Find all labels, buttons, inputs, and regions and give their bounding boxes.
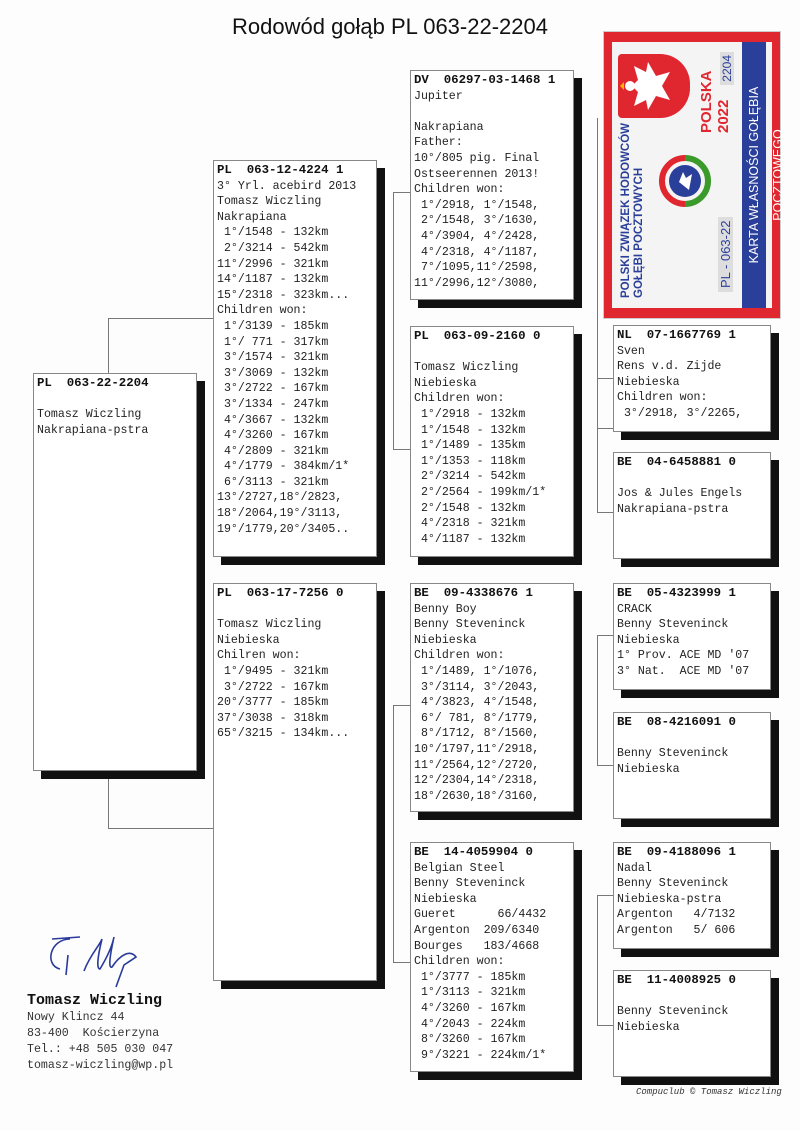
pedigree-line: Benny Steveninck bbox=[617, 747, 729, 761]
ring-number: PL 063-17-7256 0 bbox=[217, 586, 344, 600]
pedigree-line: 8°/3260 - 167km bbox=[414, 1033, 526, 1047]
pedigree-box-sire-dam bbox=[410, 326, 574, 557]
connector-line bbox=[108, 318, 109, 373]
pedigree-line bbox=[617, 989, 768, 1005]
pedigree-line: Rens v.d. Zijde bbox=[617, 360, 722, 374]
pedigree-line: 20°/3777 - 185km bbox=[217, 696, 329, 710]
card-year: POLSKA 2022 bbox=[698, 71, 732, 133]
pedigree-line: Niebieska bbox=[414, 633, 477, 647]
pedigree-line: Sven bbox=[617, 344, 645, 358]
pedigree-line: Nadal bbox=[617, 861, 652, 875]
pedigree-line: 3°/3114, 3°/2043, bbox=[414, 680, 540, 694]
pedigree-line bbox=[617, 471, 768, 487]
pedigree-line: Belgian Steel bbox=[414, 861, 505, 875]
pedigree-line: 1°/1548 - 132km bbox=[414, 423, 526, 437]
ring-number: NL 07-1667769 1 bbox=[617, 328, 736, 342]
pedigree-line: Children won: bbox=[617, 391, 708, 405]
pedigree-line: 4°/1187 - 132km bbox=[414, 532, 526, 546]
pedigree-line: 11°/2996,12°/3080, bbox=[414, 276, 540, 290]
pedigree-line: 4°/3667 - 132km bbox=[217, 413, 329, 427]
pedigree-line: Nakrapiana-pstra bbox=[617, 502, 729, 516]
pedigree-line: Benny Steveninck bbox=[617, 877, 729, 891]
pedigree-line: Nakrapiana bbox=[217, 210, 287, 224]
pedigree-line: Children won: bbox=[414, 183, 505, 197]
ring-number: PL 063-09-2160 0 bbox=[414, 329, 541, 343]
connector-line bbox=[597, 1025, 613, 1026]
card-org-line: POLSKI ZWIĄZEK HODOWCÓW bbox=[620, 122, 632, 298]
pedigree-line: 1°/3777 - 185km bbox=[414, 970, 526, 984]
pedigree-line: Benny Boy bbox=[414, 602, 477, 616]
pedigree-box-gg-1 bbox=[613, 325, 771, 432]
footer-credit: Compuclub © Tomasz Wiczling bbox=[636, 1087, 782, 1097]
breeder-email: tomasz-wiczling@wp.pl bbox=[27, 1059, 174, 1072]
pedigree-line: 2°/1548 - 132km bbox=[414, 501, 526, 515]
pedigree-box-gg-4 bbox=[613, 712, 771, 819]
ring-number: BE 14-4059904 0 bbox=[414, 845, 533, 859]
pedigree-line: 3°/3069 - 132km bbox=[217, 366, 329, 380]
pedigree-line: 18°/2630,18°/3160, bbox=[414, 789, 540, 803]
pedigree-line: 6°/ 781, 8°/1779, bbox=[414, 711, 540, 725]
pedigree-box-dam-sire bbox=[410, 583, 574, 812]
pedigree-line: 10°/805 pig. Final bbox=[414, 151, 540, 165]
pedigree-line: Niebieska bbox=[414, 892, 477, 906]
pedigree-line bbox=[414, 104, 571, 120]
pedigree-line: 2°/3214 - 542km bbox=[414, 470, 526, 484]
pedigree-line bbox=[617, 731, 768, 747]
pedigree-box-sire-sire bbox=[410, 70, 574, 300]
pedigree-line: Children won: bbox=[414, 955, 505, 969]
pedigree-line: 15°/2318 - 323km... bbox=[217, 288, 350, 302]
pedigree-box-gg-6 bbox=[613, 970, 771, 1077]
pedigree-line: 4°/2318, 4°/1187, bbox=[414, 245, 540, 259]
pedigree-line: Niebieska-pstra bbox=[617, 892, 722, 906]
pedigree-line: 19°/1779,20°/3405.. bbox=[217, 522, 350, 536]
pedigree-line: Nakrapiana-pstra bbox=[37, 423, 149, 437]
pedigree-line: 4°/3904, 4°/2428, bbox=[414, 229, 540, 243]
pedigree-line: 4°/3260 - 167km bbox=[414, 1001, 526, 1015]
pedigree-line: 14°/1187 - 132km bbox=[217, 273, 329, 287]
pedigree-line: 4°/2043 - 224km bbox=[414, 1017, 526, 1031]
ring-number: PL 063-22-2204 bbox=[37, 376, 149, 390]
card-ring: PL - 063-22 bbox=[718, 217, 733, 292]
pedigree-line: 8°/1712, 8°/1560, bbox=[414, 727, 540, 741]
pedigree-line: 11°/2996 - 321km bbox=[217, 257, 329, 271]
pzhgp-logo-icon bbox=[656, 152, 714, 210]
pedigree-box-gg-2 bbox=[613, 452, 771, 559]
ring-number: BE 11-4008925 0 bbox=[617, 973, 736, 987]
pedigree-line: 1°/9495 - 321km bbox=[217, 664, 329, 678]
pedigree-line: Gueret 66/4432 bbox=[414, 908, 547, 922]
pedigree-line: 6°/3113 - 321km bbox=[217, 475, 329, 489]
card-organization bbox=[620, 123, 646, 298]
pedigree-line: 18°/2064,19°/3113, bbox=[217, 507, 343, 521]
pedigree-line: Benny Steveninck bbox=[414, 877, 526, 891]
pedigree-line: Benny Steveninck bbox=[414, 618, 526, 632]
pedigree-line: Tomasz Wiczling bbox=[37, 408, 142, 422]
pedigree-line: Children won: bbox=[414, 649, 505, 663]
pedigree-box-dam bbox=[213, 583, 377, 981]
connector-line bbox=[597, 895, 598, 1025]
pedigree-line: 4°/1779 - 384km/1* bbox=[217, 460, 350, 474]
pedigree-line: Benny Steveninck bbox=[617, 618, 729, 632]
pedigree-line: Children won: bbox=[217, 304, 308, 318]
pedigree-box-dam-dam bbox=[410, 842, 574, 1072]
pedigree-line: 1°/ 771 - 317km bbox=[217, 335, 329, 349]
breeder-city: 83-400 Kościerzyna bbox=[27, 1027, 160, 1040]
card-number: 2204 bbox=[720, 52, 734, 85]
pedigree-line: Niebieska bbox=[617, 375, 680, 389]
ring-number: BE 08-4216091 0 bbox=[617, 715, 736, 729]
pedigree-line: Niebieska bbox=[217, 633, 280, 647]
breeder-name: Tomasz Wiczling bbox=[27, 992, 163, 1009]
pedigree-line: 4°/3260 - 167km bbox=[217, 429, 329, 443]
ring-number: PL 063-12-4224 1 bbox=[217, 163, 344, 177]
connector-line bbox=[393, 705, 394, 962]
pedigree-line: 1°/3113 - 321km bbox=[414, 986, 526, 1000]
pedigree-line: 1°/1489 - 135km bbox=[414, 439, 526, 453]
ownership-card bbox=[604, 32, 785, 318]
pedigree-line: 1°/1353 - 118km bbox=[414, 454, 526, 468]
breeder-contact bbox=[27, 992, 173, 1074]
pedigree-line: 9°/3221 - 224km/1* bbox=[414, 1048, 547, 1062]
connector-line bbox=[393, 962, 410, 963]
pedigree-line: 65°/3215 - 134km... bbox=[217, 727, 350, 741]
pedigree-line: Jupiter bbox=[414, 89, 463, 103]
pedigree-line: Niebieska bbox=[617, 762, 680, 776]
connector-line bbox=[597, 512, 613, 513]
pedigree-line: 3°/2722 - 167km bbox=[217, 382, 329, 396]
connector-line bbox=[597, 378, 613, 379]
card-band: KARTA WŁASNOŚCI GOŁĘBIA POCZTOWEGO bbox=[742, 42, 766, 308]
ring-number: BE 09-4188096 1 bbox=[617, 845, 736, 859]
pedigree-line: 10°/1797,11°/2918, bbox=[414, 742, 540, 756]
pedigree-box-sire bbox=[213, 160, 377, 557]
pedigree-line: Ostseerennen 2013! bbox=[414, 167, 540, 181]
pedigree-line: Argenton 4/7132 bbox=[617, 908, 736, 922]
pedigree-line: 1°/2918, 1°/1548, bbox=[414, 198, 540, 212]
pedigree-box-gg-3 bbox=[613, 583, 771, 690]
connector-line bbox=[108, 318, 213, 319]
pedigree-line: 1° Prov. ACE MD '07 bbox=[617, 649, 750, 663]
pedigree-box-subject bbox=[33, 373, 197, 771]
pedigree-line: 1°/1489, 1°/1076, bbox=[414, 664, 540, 678]
pedigree-line: 2°/3214 - 542km bbox=[217, 241, 329, 255]
ring-number: DV 06297-03-1468 1 bbox=[414, 73, 556, 87]
connector-line bbox=[597, 378, 598, 512]
pedigree-line: Father: bbox=[414, 136, 463, 150]
pedigree-line: Tomasz Wiczling bbox=[414, 361, 519, 375]
eagle-emblem-icon bbox=[618, 54, 690, 118]
pedigree-line: 3°/1334 - 247km bbox=[217, 397, 329, 411]
pedigree-line: 1°/1548 - 132km bbox=[217, 226, 329, 240]
connector-line bbox=[108, 779, 109, 828]
breeder-phone: Tel.: +48 505 030 047 bbox=[27, 1043, 174, 1056]
pedigree-line: 12°/2304,14°/2318, bbox=[414, 774, 540, 788]
connector-line bbox=[393, 705, 410, 706]
connector-line bbox=[597, 895, 613, 896]
ring-number: BE 04-6458881 0 bbox=[617, 455, 736, 469]
pedigree-line: Niebieska bbox=[617, 633, 680, 647]
pedigree-line: 3° Nat. ACE MD '07 bbox=[617, 664, 750, 678]
connector-line bbox=[597, 428, 613, 429]
connector-line bbox=[597, 635, 613, 636]
pedigree-line: 7°/1095,11°/2598, bbox=[414, 261, 540, 275]
connector-line bbox=[597, 635, 598, 765]
connector-line bbox=[393, 192, 394, 450]
pedigree-line bbox=[414, 345, 571, 361]
pedigree-line: Benny Steveninck bbox=[617, 1005, 729, 1019]
pedigree-line: Children won: bbox=[414, 392, 505, 406]
pedigree-line: Niebieska bbox=[414, 376, 477, 390]
pedigree-line: Jos & Jules Engels bbox=[617, 487, 743, 501]
ring-number: BE 05-4323999 1 bbox=[617, 586, 736, 600]
pedigree-line: Argenton 5/ 606 bbox=[617, 923, 736, 937]
pedigree-line: CRACK bbox=[617, 602, 652, 616]
pedigree-line bbox=[217, 602, 374, 618]
pedigree-line: Tomasz Wiczling bbox=[217, 195, 322, 209]
connector-line bbox=[393, 192, 410, 193]
pedigree-line: 3°/1574 - 321km bbox=[217, 351, 329, 365]
pedigree-line: Argenton 209/6340 bbox=[414, 923, 540, 937]
pedigree-line bbox=[37, 392, 194, 408]
pedigree-line: 13°/2727,18°/2823, bbox=[217, 491, 343, 505]
pedigree-line: 1°/3139 - 185km bbox=[217, 319, 329, 333]
page-title: Rodowód gołąb PL 063-22-2204 bbox=[232, 14, 548, 39]
connector-line bbox=[597, 765, 613, 766]
pedigree-line: 37°/3038 - 318km bbox=[217, 711, 329, 725]
pedigree-line: Nakrapiana bbox=[414, 120, 484, 134]
pedigree-line: 4°/2809 - 321km bbox=[217, 444, 329, 458]
pedigree-line: 11°/2564,12°/2720, bbox=[414, 758, 540, 772]
pedigree-line: 2°/2564 - 199km/1* bbox=[414, 485, 547, 499]
card-org-line: GOŁĘBI POCZTOWYCH bbox=[633, 167, 645, 298]
pedigree-line: 3°/2722 - 167km bbox=[217, 680, 329, 694]
ring-number: BE 09-4338676 1 bbox=[414, 586, 533, 600]
pedigree-line: 4°/3823, 4°/1548, bbox=[414, 696, 540, 710]
pedigree-line: 3° Yrl. acebird 2013 bbox=[217, 179, 357, 193]
pedigree-box-gg-5 bbox=[613, 842, 771, 949]
connector-line bbox=[393, 449, 410, 450]
breeder-address: Nowy Klincz 44 bbox=[27, 1011, 125, 1024]
pedigree-line: Tomasz Wiczling bbox=[217, 618, 322, 632]
pedigree-line: 3°/2918, 3°/2265, bbox=[617, 406, 743, 420]
pedigree-line: Chilren won: bbox=[217, 649, 301, 663]
pedigree-line: 2°/1548, 3°/1630, bbox=[414, 214, 540, 228]
pedigree-line: 4°/2318 - 321km bbox=[414, 517, 526, 531]
signature-icon bbox=[40, 925, 160, 995]
connector-line bbox=[108, 828, 213, 829]
pedigree-line: Bourges 183/4668 bbox=[414, 939, 540, 953]
pedigree-line: 1°/2918 - 132km bbox=[414, 407, 526, 421]
pedigree-line: Niebieska bbox=[617, 1020, 680, 1034]
